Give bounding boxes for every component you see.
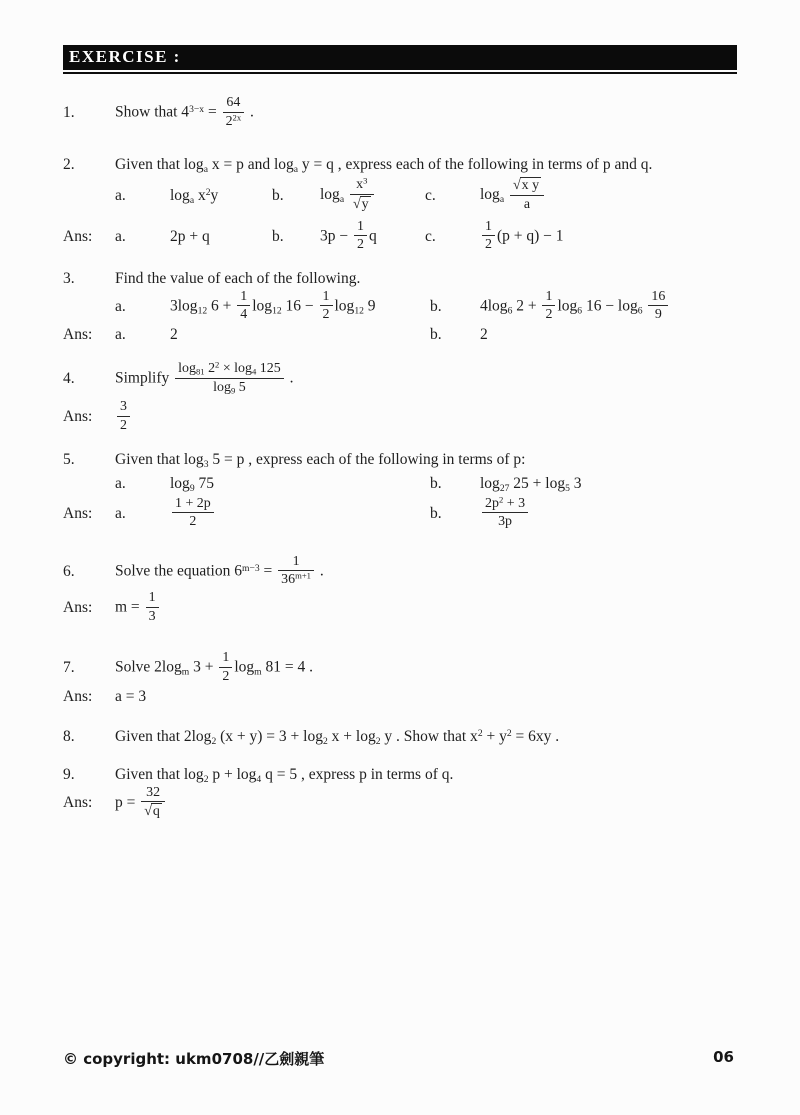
problem-number: 6.: [63, 562, 75, 580]
part-label: c.: [425, 227, 436, 245]
page-footer: [63, 1048, 734, 1069]
exercise-header: [63, 45, 737, 74]
answer-expression: $\frac{3}{2}$: [115, 400, 132, 434]
problem-3-row: [63, 270, 737, 288]
answer-label: Ans:: [63, 227, 93, 245]
part-expression: $\log_a x^2y$: [170, 186, 219, 206]
part-label: b.: [272, 227, 284, 245]
problem-9-answer-row: [63, 786, 737, 821]
part-label: a.: [115, 297, 126, 315]
answer-expression: m = $\frac{1}{3}$: [115, 591, 161, 625]
problem-text: Given that $2\log_2$ $(x + y) = 3 + \log_2 x + \log_2 y$ . Show that $x^2 + y^2 = 6xy$ .: [115, 727, 560, 747]
problem-7-row: [63, 651, 737, 685]
answer-expression: $\frac{1}{2}$ (p + q) − 1: [480, 220, 564, 254]
problem-number: 5.: [63, 450, 75, 468]
problem-number: 1.: [63, 104, 75, 122]
problem-number: 9.: [63, 765, 75, 783]
answer-expression: $\frac{1 + 2p}{2}$: [170, 497, 430, 531]
part-expression: $4\log_6$ 2 + $\frac{1}{2}$ $\log_6 16 - \log_6$ $\frac{16}{9}$: [480, 290, 670, 324]
problem-8-row: [63, 728, 737, 746]
problem-7-answer-row: [63, 688, 737, 706]
answer-label: Ans:: [63, 687, 93, 705]
problem-number: 3.: [63, 269, 75, 287]
answer-expression: p = $\frac{32}{√ q}$: [115, 786, 167, 821]
copyright-text: © copyright: ukm0708//乙劍親筆: [63, 1050, 325, 1068]
problem-text: Simplify $\frac{\log_{81} 2^2 \times \log_4 125}{\log_9 5}$ .: [115, 359, 294, 396]
problem-6-row: [63, 555, 737, 589]
part-label: b.: [430, 326, 442, 343]
problem-2-answer-row: [63, 220, 737, 254]
problem-5-answer-row: [63, 494, 737, 531]
problem-text: Given that $\log_2 p + \log_4 q = 5$ , express p in terms of q.: [115, 765, 454, 785]
answer-label: Ans:: [63, 408, 93, 426]
problem-text: Show that $4^{3-x}$ = $\frac{64}{2^{2x}}$ .: [115, 95, 254, 129]
part-expression: $\log_9 75$: [170, 474, 214, 494]
problem-4-answer-row: [63, 400, 737, 434]
problem-5-parts-row: [63, 475, 737, 493]
part-label: b.: [430, 474, 442, 492]
worksheet-content: [0, 45, 800, 821]
answer-expression: 2: [170, 326, 178, 343]
answer-expression: $\frac{2p^2 + 3}{3p}$: [480, 497, 530, 531]
answer-label: Ans:: [63, 326, 93, 343]
answer-expression: 2: [480, 326, 488, 343]
problem-1-row: [63, 96, 737, 130]
part-label: b.: [430, 297, 442, 315]
part-label: a.: [115, 326, 126, 343]
header-title: EXERCISE :: [69, 47, 181, 66]
problem-9-row: [63, 766, 737, 784]
answer-expression: a = 3: [115, 687, 147, 705]
part-expression: $\log_{27} 25 + \log_5 3$: [480, 474, 582, 494]
part-label: b.: [272, 186, 284, 204]
part-expression: $\log_a$ $\frac{\text{√ x y}}{a}$: [480, 178, 546, 213]
problem-3-answer-row: [63, 326, 737, 344]
problem-3-parts-row: [63, 290, 737, 324]
problem-text: Find the value of each of the following.: [115, 269, 361, 287]
problem-text: Solve $2\log_m$ 3 + $\frac{1}{2}$ $\log_m 81 = 4$ .: [115, 650, 313, 684]
problem-text: Solve the equation $6^{m-3}$ = $\frac{1}{36^{m+1}}$ .: [115, 553, 324, 588]
problem-6-answer-row: [63, 591, 737, 625]
part-label: a.: [115, 186, 126, 204]
part-expression: $\log_a$ $\frac{x^3}{√ y}$: [320, 178, 425, 213]
answer-label: Ans:: [63, 599, 93, 617]
answer-label: Ans:: [63, 504, 93, 522]
part-label: a.: [115, 227, 126, 245]
part-label: c.: [425, 186, 436, 204]
problem-5-row: [63, 451, 737, 469]
part-label: a.: [115, 474, 126, 492]
problem-2-parts-row: [63, 175, 737, 213]
page-number: 06: [713, 1048, 734, 1066]
problem-number: 7.: [63, 659, 75, 677]
problem-number: 8.: [63, 727, 75, 745]
part-expression: $3\log_{12}$ 6 + $\frac{1}{4}$ $\log_{12} 16$ − $\frac{1}{2}$ $\log_{12} 9$: [170, 288, 376, 323]
problem-number: 4.: [63, 370, 75, 388]
problem-2-row: [63, 156, 737, 174]
part-label: b.: [430, 504, 442, 522]
answer-expression: 2p + q: [170, 227, 210, 245]
answer-expression: 3p − $\frac{1}{2}$ q: [320, 218, 377, 253]
part-label: a.: [115, 504, 126, 522]
problem-number: 2.: [63, 156, 75, 174]
problem-text: Given that $\log_3 5 = p$ , express each of the following in terms of p:: [115, 450, 526, 470]
answer-label: Ans:: [63, 794, 93, 812]
problem-4-row: [63, 359, 737, 396]
exercise-header-bar: [63, 45, 737, 70]
problem-text: Given that $\log_a x = p$ and $\log_a y = q$ , express each of the following in terms of p and q.: [115, 156, 653, 176]
